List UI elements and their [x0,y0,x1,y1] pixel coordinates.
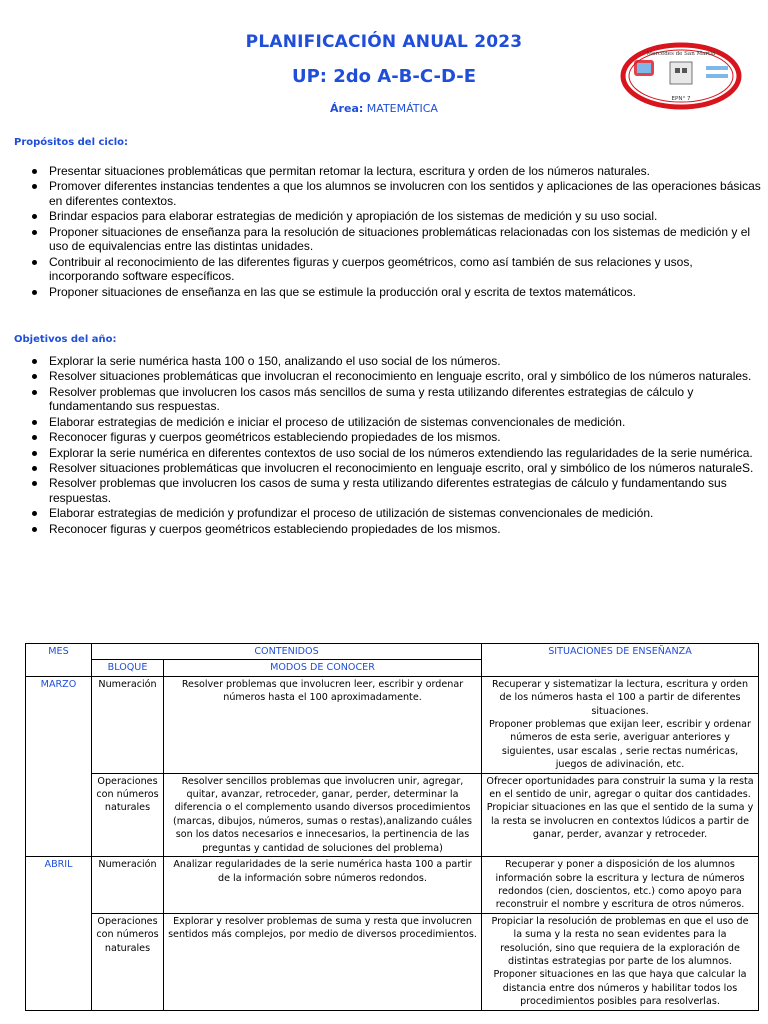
area-label: Área: [330,102,364,115]
propositos-heading: Propósitos del ciclo: [14,137,129,148]
list-item: Resolver situaciones problemáticas que involucran el reconocimiento en lenguaje escrito, oral y simbólico de los números naturales. [30,369,765,384]
list-item: Elaborar estrategias de medición e iniciar el proceso de utilización de sistemas convencionales de medición. [30,415,765,430]
month-cell: ABRIL [26,857,92,1010]
bloque-cell: Numeración [92,676,164,773]
header-mes: MES [26,644,92,677]
planning-table [25,643,759,1011]
list-item: Contribuir al reconocimiento de las diferentes figuras y cuerpos geométricos, como así también de sus relaciones y usos, incorporando software específicos. [30,255,765,284]
modos-cell: Explorar y resolver problemas de suma y resta que involucren sentidos más complejos, por medio de diversos procedimientos. [164,913,482,1010]
objetivos-list [30,354,765,537]
list-item: Brindar espacios para elaborar estrategias de medición y apropiación de los sistemas de medición y su uso social. [30,209,765,224]
list-item: Resolver situaciones problemáticas que involucren el reconocimiento en lenguaje escrito, oral y simbólico de los números naturaleS. [30,461,765,476]
modos-cell: Resolver problemas que involucren leer, escribir y ordenar números hasta el 100 aproximadamente. [164,676,482,773]
list-item: Proponer situaciones de enseñanza para la resolución de situaciones problemáticas relacionadas con los sistemas de medición y el uso de equivalencias entre las distintas unidades. [30,225,765,254]
page-title: PLANIFICACIÓN ANUAL 2023 [245,32,523,52]
table-header-row [26,644,759,660]
list-item: Elaborar estrategias de medición y profundizar el proceso de utilización de sistemas convencionales de medición. [30,506,765,521]
list-item: Reconocer figuras y cuerpos geométricos estableciendo propiedades de los mismos. [30,430,765,445]
modos-cell: Resolver sencillos problemas que involucren unir, agregar, quitar, avanzar, retroceder, ganar, perder, determinar la diferencia o el complemento usando diversos procedimientos (marcas, dibujos, números, sumas o restas),analizando cuáles son los datos necesarios e innecesarios, la pertinencia de las preguntas y cantidad de soluciones del problema) [164,773,482,856]
area-value: MATEMÁTICA [363,102,438,115]
list-item: Resolver problemas que involucren los casos de suma y resta utilizando diferentes estrategias de cálculo y fundamentando sus respuestas. [30,476,765,505]
logo-text-bottom: EPN° 7 [671,96,691,102]
list-item: Resolver problemas que involucren los casos más sencillos de suma y resta utilizando diferentes estrategias de cálculo y fundamentando sus respuestas. [30,385,765,414]
table-row [26,676,759,773]
situaciones-cell: Ofrecer oportunidades para construir la suma y la resta en el sentido de unir, agregar o quitar dos cantidades. Propiciar situaciones en las que el sentido de la suma y la resta se involucren en contextos lúdicos a partir de ganar, perder, avanzar y retroceder. [482,773,759,856]
table-row [26,773,759,856]
header-situaciones: SITUACIONES DE ENSEÑANZA [482,644,759,677]
situaciones-cell: Recuperar y poner a disposición de los alumnos información sobre la escritura y lectura de números redondos (cien, doscientos, etc.) como apoyo para reconstruir el nombre y escritura de otros números. [482,857,759,914]
bloque-cell: Numeración [92,857,164,914]
modos-cell: Analizar regularidades de la serie numérica hasta 100 a partir de la información sobre números redondos. [164,857,482,914]
bloque-cell: Operaciones con números naturales [92,773,164,856]
list-item: Proponer situaciones de enseñanza en las que se estimule la producción oral y escrita de textos matemáticos. [30,285,765,300]
situaciones-cell: Propiciar la resolución de problemas en que el uso de la suma y la resta no sean evidentes para la resolución, sino que requiera de la exploración de distintas estrategias por parte de los alumnos. Proponer situaciones en las que haya que calcular la distancia entre dos números y habilitar todos los procedimientos posibles para resolverlas. [482,913,759,1010]
propositos-list [30,164,765,300]
month-cell: MARZO [26,676,92,856]
table-row [26,857,759,914]
list-item: Explorar la serie numérica en diferentes contextos de uso social de los números extendiendo las regularidades de la serie numérica. [30,446,765,461]
list-item: Reconocer figuras y cuerpos geométricos estableciendo propiedades de los mismos. [30,522,765,537]
list-item: Explorar la serie numérica hasta 100 o 150, analizando el uso social de los números. [30,354,765,369]
header-contenidos: CONTENIDOS [92,644,482,660]
bloque-cell: Operaciones con números naturales [92,913,164,1010]
list-item: Presentar situaciones problemáticas que permitan retomar la lectura, escritura y orden de los números naturales. [30,164,765,179]
school-crest-logo-icon [620,42,742,110]
logo-text-top: Mercedes de San Martín [646,51,716,57]
list-item: Promover diferentes instancias tendentes a que los alumnos se involucren con los sentidos y aplicaciones de las operaciones básicas en diferentes contextos. [30,179,765,208]
objetivos-heading: Objetivos del año: [14,334,117,345]
header-bloque: BLOQUE [92,660,164,676]
table-row [26,913,759,1010]
situaciones-cell: Recuperar y sistematizar la lectura, escritura y orden de los números hasta el 100 a partir de diferentes situaciones. Proponer problemas que exijan leer, escribir y ordenar números de esta serie, averiguar anteriores y siguientes, usar escalas , serie rectas numéricas, juegos de adivinación, etc. [482,676,759,773]
page-subtitle-up: UP: 2do A-B-C-D-E [291,66,477,87]
header-modos: MODOS DE CONOCER [164,660,482,676]
